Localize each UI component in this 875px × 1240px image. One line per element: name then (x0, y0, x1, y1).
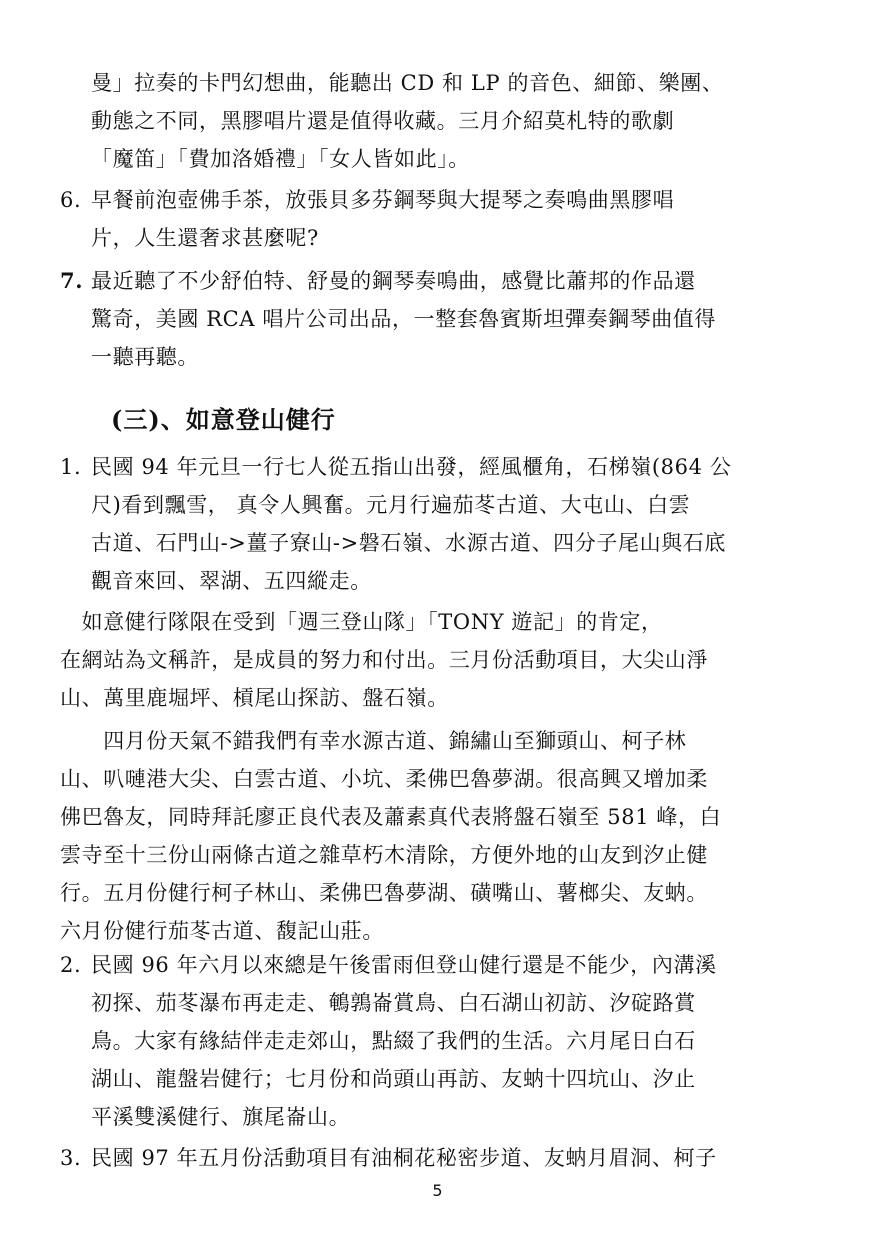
list-item-body (91, 946, 717, 1136)
text-line: 平溪雙溪健行、旗尾崙山。 (91, 1105, 351, 1129)
continuation-paragraph (91, 64, 723, 178)
text-line: 「魔笛」「費加洛婚禮」「女人皆如此」。 (91, 147, 470, 171)
text-line: 民國 94 年元旦一行七人從五指山出發，經風櫃角，石梯嶺(864 公 (91, 455, 732, 479)
list-item-body (91, 262, 716, 376)
list-number: 3. (60, 1146, 82, 1170)
text-line: 初探、茄苳瀑布再走走、鵪鶉崙賞鳥、白石湖山初訪、汐碇路賞 (91, 991, 696, 1015)
text-line: 觀音來回、翠湖、五四縱走。 (91, 569, 372, 593)
text-line: 行。五月份健行柯子林山、柔佛巴魯夢湖、磺嘴山、薯榔尖、友蚋。 (60, 881, 708, 905)
list-number: 2. (60, 953, 82, 977)
text-line: 山、叭嗹港大尖、白雲古道、小坑、柔佛巴魯夢湖。很高興又增加柔 (60, 767, 708, 791)
list-number: 1. (60, 455, 82, 479)
text-line: 湖山、龍盤岩健行；七月份和尚頭山再訪、友蚋十四坑山、汐止 (91, 1067, 696, 1091)
page-number: 5 (432, 1181, 443, 1200)
text-line: 動態之不同，黑膠唱片還是值得收藏。三月介紹莫札特的歌劇 (91, 109, 675, 133)
text-line: 山、萬里鹿堀坪、槓尾山探訪、盤石嶺。 (60, 686, 449, 710)
text-line: 一聽再聽。 (91, 345, 199, 369)
list-number: 6. (60, 188, 82, 212)
text-line: 最近聽了不少舒伯特、舒曼的鋼琴奏鳴曲，感覺比蕭邦的作品還 (91, 269, 696, 293)
list-item-body (91, 181, 674, 257)
text-line: 雲寺至十三份山兩條古道之雜草朽木清除，方便外地的山友到汐止健 (60, 843, 708, 867)
text-line: 鳥。大家有緣結伴走走郊山，點綴了我們的生活。六月尾日白石 (91, 1029, 696, 1053)
list-number: 7. (60, 268, 84, 293)
body-paragraph-b (60, 722, 721, 950)
body-paragraph-a (60, 603, 708, 717)
text-line: 早餐前泡壺佛手茶，放張貝多芬鋼琴與大提琴之奏鳴曲黑膠唱 (91, 188, 675, 212)
text-line: 民國 96 年六月以來總是午後雷雨但登山健行還是不能少，內溝溪 (91, 953, 717, 977)
text-line: 曼」拉奏的卡門幻想曲，能聽出 CD 和 LP 的音色、細節、樂團、 (91, 71, 724, 95)
text-line: 古道、石門山->薑子寮山->磐石嶺、水源古道、四分子尾山與石底 (91, 531, 726, 555)
text-line: 在網站為文稱許，是成員的努力和付出。三月份活動項目，大尖山淨 (60, 648, 708, 672)
text-line: 四月份天氣不錯我們有幸水源古道、錦繡山至獅頭山、柯子林 (60, 729, 687, 753)
section-heading: (三)、如意登山健行 (111, 405, 336, 434)
text-line: 民國 97 年五月份活動項目有油桐花秘密步道、友蚋月眉洞、柯子 (91, 1146, 717, 1170)
text-line: 佛巴魯友，同時拜託廖正良代表及蕭素真代表將盤石嶺至 581 峰，白 (60, 805, 722, 829)
list-item-body (91, 448, 731, 600)
text-line: 片，人生還奢求甚麼呢? (91, 226, 319, 250)
text-line: 尺)看到飄雪， 真令人興奮。元月行遍茄苳古道、大屯山、白雲 (91, 493, 691, 517)
text-line: 六月份健行茄苳古道、馥記山莊。 (60, 919, 384, 943)
text-line: 如意健行隊限在受到「週三登山隊」「TONY 遊記」的肯定， (60, 610, 663, 634)
text-line: 驚奇，美國 RCA 唱片公司出品，一整套魯賓斯坦彈奏鋼琴曲值得 (91, 307, 716, 331)
list-item-body (91, 1139, 717, 1177)
